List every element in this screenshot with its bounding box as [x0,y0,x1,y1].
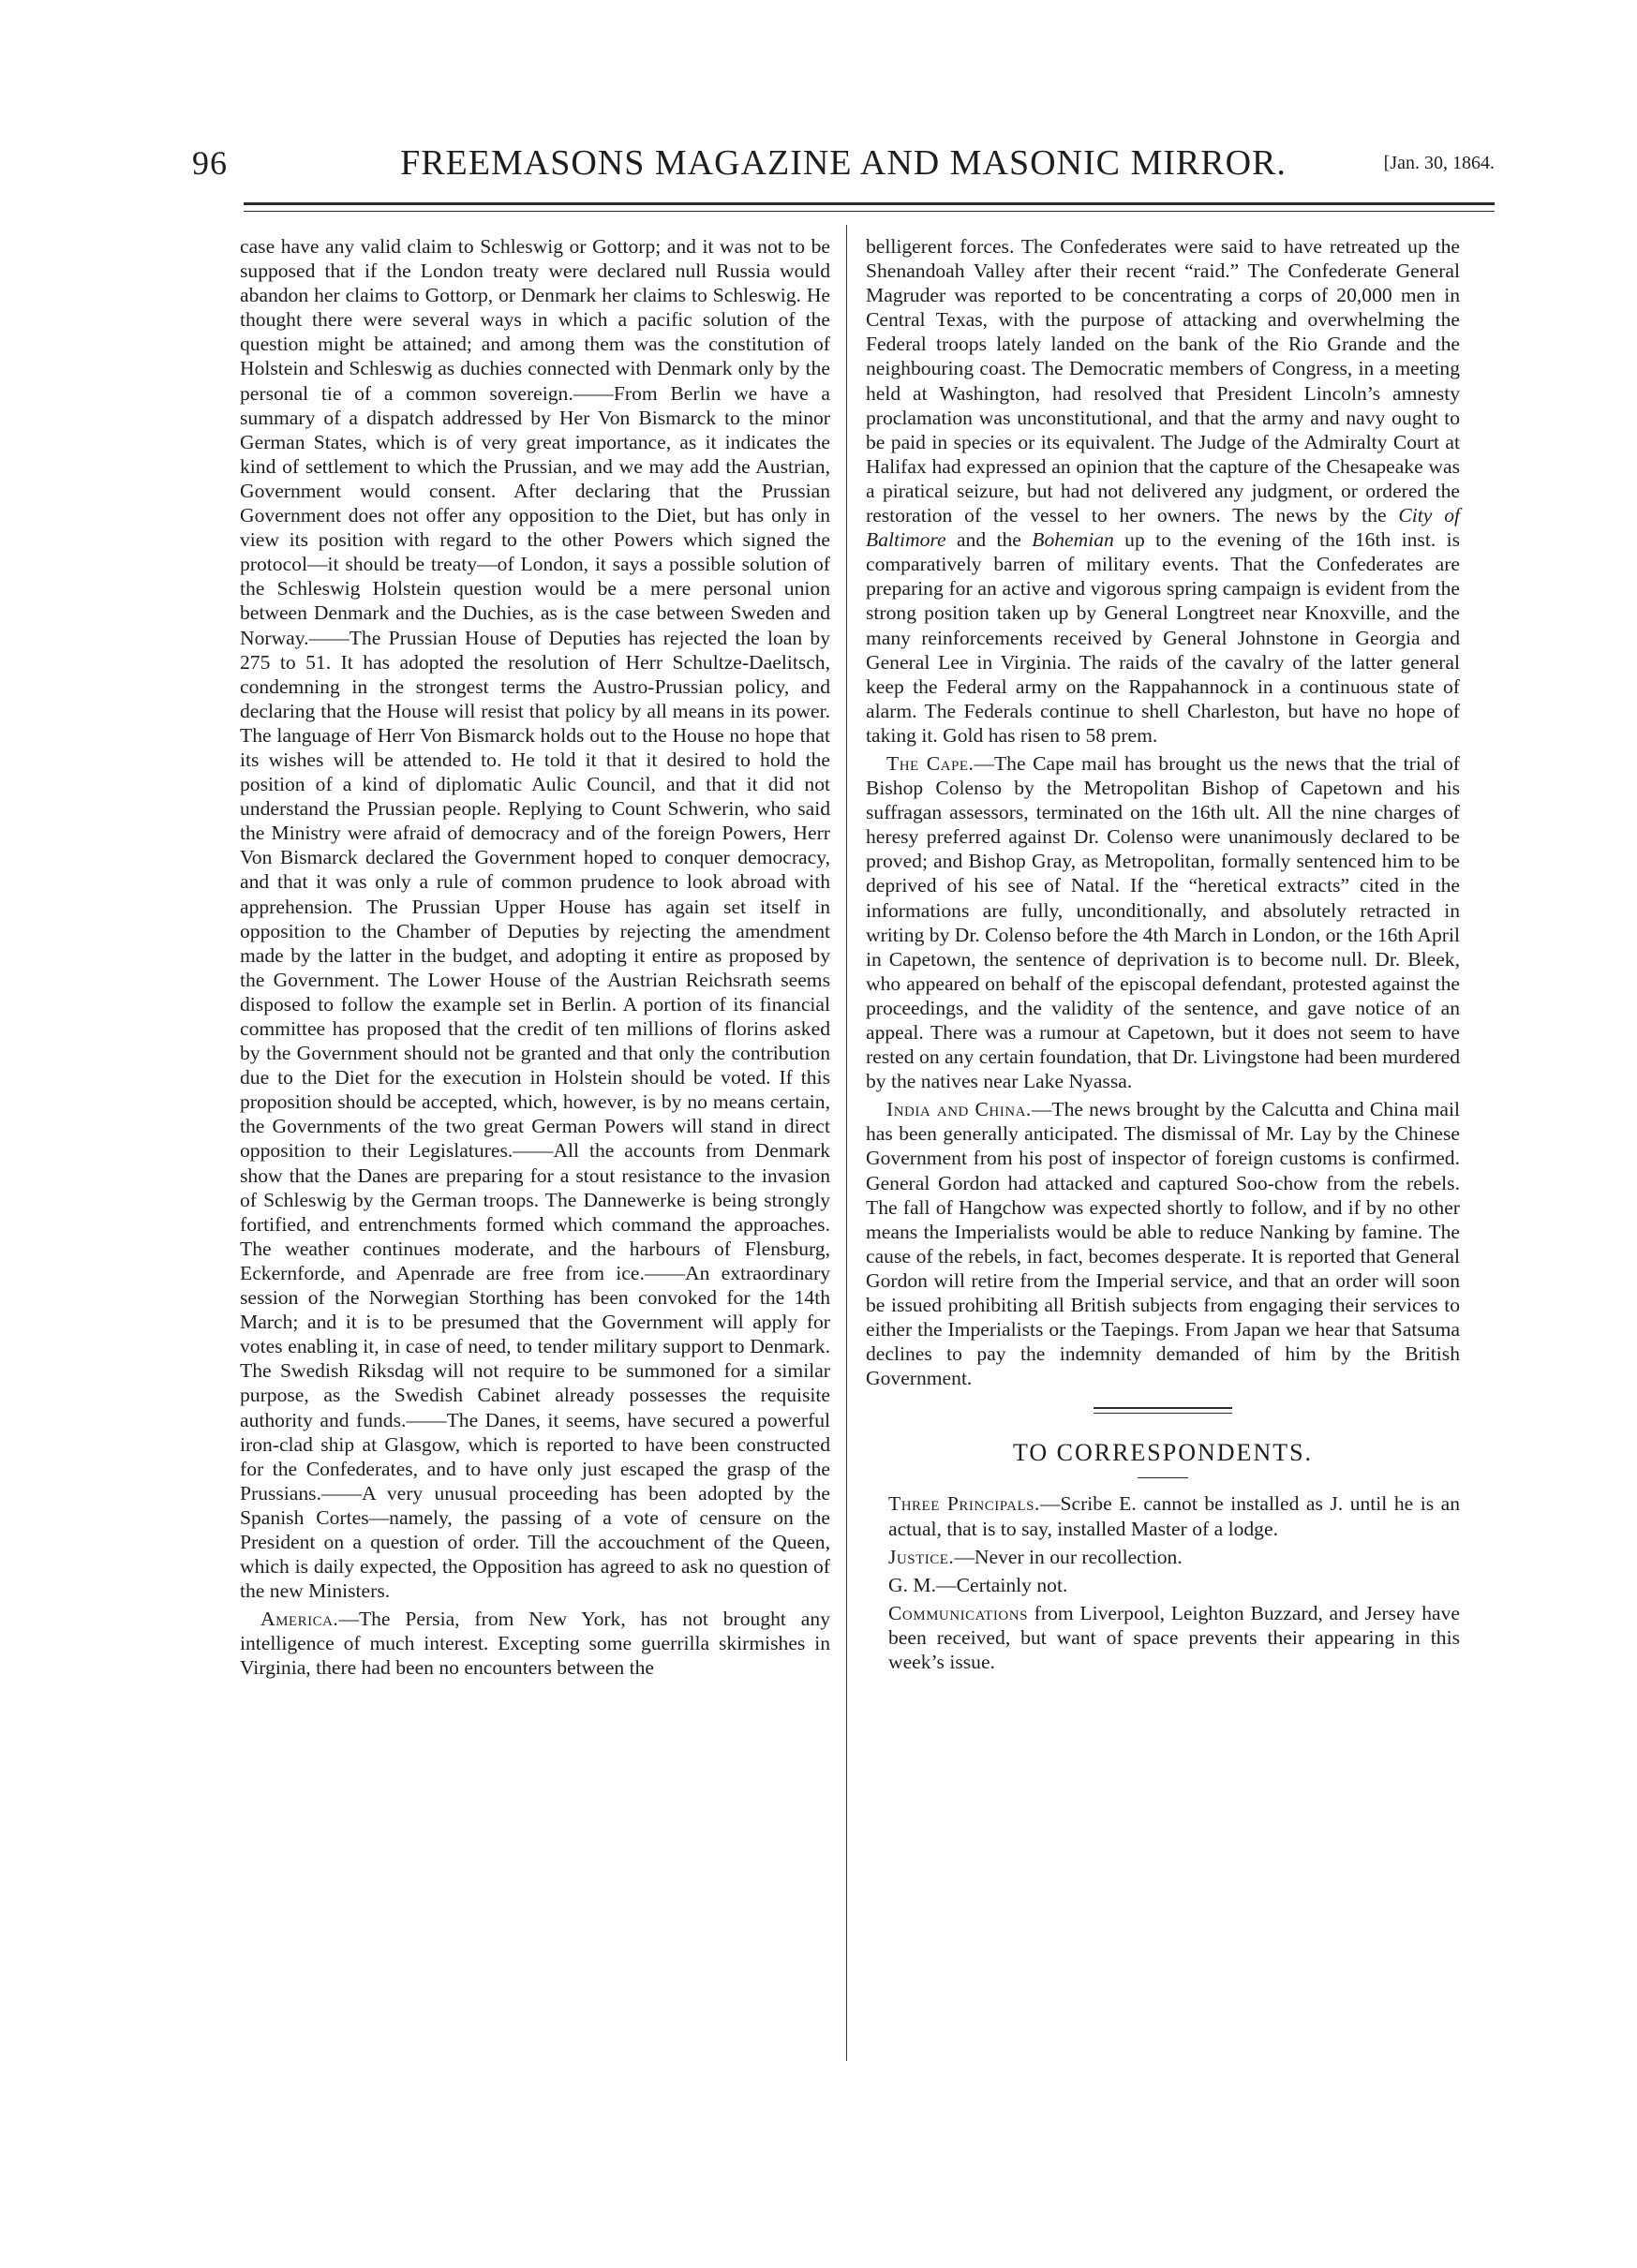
america-text: —The Persia, from New York, has not brought any intelligence of much interest. Excepting some guerrilla skirmishes in Virginia, there had been no encounters between the [240,1608,830,1680]
america-continued-rest: up to the evening of the 16th inst. is comparatively barren of military events. That the Confederates are preparing for an active and vigorous spring campaign is evident from the strong position taken up by General Longtreet near Knoxville, and the many reinforcements received by General Johnstone in Georgia and General Lee in Virginia. The raids of the cavalry of the latter general keep the Federal army on the Rappahannock in a continuous state of alarm. The Federals continue to shell Charleston, but have no hope of taking it. Gold has risen to 58 prem. [866,528,1460,747]
correspondent-name: G. M. [888,1573,936,1596]
correspondent-reply: —Never in our recollection. [954,1545,1183,1568]
india-china-text: —The news brought by the Calcutta and China mail has been generally anticipated. The dismissal of Mr. Lay by the Chinese Government from his post of inspector of foreign customs is confirmed. General Gordon had attacked and captured Soo-chow from the rebels. The fall of Hangchow was expected shortly to follow, and if by no other means the Imperialists would be able to reduce Nanking by famine. The cause of the rebels, in fact, becomes desperate. It is reported that General Gordon will retire from the Imperial service, and that an order will soon be issued prohibiting all British subjects from engaging their services to either the Imperialists or the Taepings. From Japan we hear that Satsuma declines to pay the indemnity demanded of him by the British Government. [866,1098,1460,1390]
header-rule-thick [244,202,1495,205]
conjunction-text: and the [945,528,1033,552]
india-china-paragraph [866,1097,1460,1390]
page-header [192,142,1495,189]
right-column [866,234,1460,1674]
india-china-heading: India and China. [886,1098,1032,1121]
cape-paragraph [866,751,1460,1093]
magazine-title: FREEMASONS MAGAZINE AND MASONIC MIRROR. [400,143,1287,183]
cape-heading: The Cape. [886,751,975,775]
correspondent-name: Communications [888,1601,1028,1624]
america-heading: America. [260,1608,339,1631]
foreign-news-paragraph: case have any valid claim to Schleswig or Gottorp; and it was not to be supposed that if the London treaty were declared null Russia would abandon her claims to Gottorp, or Denmark her claims to Schleswig. He thought there were several ways in which a pacific solution of the question might be attained; and among them was the constitution of Holstein and Schleswig as duchies connected with Denmark only by the personal tie of a common sovereign.——From Berlin we have a summary of a dispatch addressed by Her Von Bismarck to the minor German States, which is of very great importance, as it indicates the kind of settlement to which the Prussian, and we may add the Austrian, Government would consent. After declaring that the Prussian Government does not offer any opposition to the Diet, but has only in view its position with regard to the other Powers which signed the protocol—it should be treaty—of London, it says a possible solution of the Schleswig Holstein question would be a mere personal union between Denmark and the Duchies, as is the case between Sweden and Norway.——The Prussian House of Deputies has rejected the loan by 275 to 51. It has adopted the resolution of Herr Schultze-Daelitsch, condemning in the strongest terms the Austro-Prussian policy, and declaring that the House will resist that policy by all means in its power. The language of Herr Von Bismarck holds out to the House no hope that its wishes will be attended to. He told it that it desired to hold the position of a kind of diplomatic Aulic Council, and that it did not understand the Prussian people. Replying to Count Schwerin, who said the Ministry were afraid of democracy and of the foreign Powers, Herr Von Bismarck declared the Government hoped to conquer democracy, and that it was only a rule of common prudence to look abroad with apprehension. The Prussian Upper House has again set itself in opposition to the Chamber of Deputies by rejecting the amendment made by the latter in the budget, and adopting it entire as proposed by the Government. The Lower House of the Austrian Reichsrath seems disposed to follow the example set in Berlin. A portion of its financial committee has proposed that the credit of ten millions of florins asked by the Government should not be granted and that only the contribution due to the Diet for the execution in Holstein should be voted. If this proposition should be accepted, which, however, is by no means certain, the Governments of the two great German Powers will stand in direct opposition to their Legislatures.——All the accounts from Denmark show that the Danes are preparing for a stout resistance to the invasion of Schleswig by the German troops. The Dannewerke is being strongly fortified, and entrenchments formed which command the approaches. The weather continues moderate, and the harbours of Flensburg, Eckernforde, and Apenrade are free from ice.——An extraordinary session of the Norwegian Storthing has been convoked for the 14th March; and it is to be presumed that the Government will apply for votes enabling it, in case of need, to tender military support to Denmark. The Swedish Riksdag will not require to be summoned for a similar purpose, as the Swedish Cabinet already possesses the requisite authority and funds.——The Danes, it seems, have secured a powerful iron-clad ship at Glasgow, which is reported to have been constructed for the Confederates, and to have only just escaped the grasp of the Prussians.——A very unusual proceeding has been adopted by the Spanish Cortes—namely, the passing of a vote of censure on the President on a question of order. Till the accouchment of the Queen, which is daily expected, the Opposition has agreed to ask no question of the new Ministers. [240,235,830,1603]
america-continued-paragraph [866,234,1460,748]
correspondent-reply: —Certainly not. [936,1573,1068,1596]
america-paragraph [240,1607,830,1680]
correspondent-note [866,1545,1460,1569]
cape-text: —The Cape mail has brought us the news that the trial of Bishop Colenso by the Metropolitan Bishop of Capetown and his suffragan assessors, terminated on the 16th ult. All the nine charges of heresy preferred against Dr. Colenso were unanimously declared to be proved; and Bishop Gray, as Metropolitan, formally sentenced him to be deprived of his see of Natal. If the “heretical extracts” cited in the informations are fully, unconditionally, and absolutely retracted in writing by Dr. Colenso before the 4th March in London, or the 16th April in Capetown, the sentence of deprivation is to become null. Dr. Bleek, who appeared on behalf of the episcopal defendant, protested against the proceedings, and the validity of the sentence, and gave notice of an appeal. There was a rumour at Capetown, but it does not seem to have rested on any certain foundation, that Dr. Livingstone had been murdered by the natives near Lake Nyassa. [866,751,1460,1093]
correspondents-heading: TO CORRESPONDENTS. [1012,1439,1314,1467]
column-divider [846,225,847,2061]
heading-underline [1138,1477,1188,1478]
correspondent-name: Three Principals. [888,1492,1040,1516]
correspondent-note [866,1573,1460,1597]
section-divider-thick [1094,1407,1232,1409]
correspondent-reply: —Scribe E. cannot be installed as J. until he is an actual, that is to say, installed Master of a lodge. [888,1492,1460,1540]
section-divider-thin [1094,1413,1232,1414]
america-continued-text: belligerent forces. The Confederates were said to have retreated up the Shenandoah Valley after their recent “raid.” The Confederate General Magruder was reported to be concentrating a corps of 20,000 men in Central Texas, with the purpose of attacking and overwhelming the Federal troops lately landed on the bank of the Rio Grande and the neighbouring coast. The Democratic members of Congress, in a meeting held at Washington, had resolved that President Lincoln’s amnesty proclamation was unconstitutional, and that the army and navy ought to be paid in species or its equivalent. The Judge of the Admiralty Court at Halifax had expressed an opinion that the capture of the Chesapeake was a piratical seizure, but had not delivered any judgment, or ordered the restoration of the vessel to her owners. The news by the [866,235,1460,527]
ship-name-bohemian: Bohemian [1032,528,1114,552]
correspondent-name: Justice. [888,1545,955,1568]
ship-name-baltimore: City of Baltimore [866,504,1460,552]
correspondent-note [866,1601,1460,1674]
page-number: 96 [192,144,228,182]
header-rule-thin [244,211,1495,212]
left-column [240,234,830,1681]
correspondent-reply: from Liverpool, Leighton Buzzard, and Jersey have been received, but want of space prevents their appearing in this week’s issue. [888,1601,1460,1673]
issue-date: [Jan. 30, 1864. [1383,153,1495,173]
correspondent-note [866,1491,1460,1540]
